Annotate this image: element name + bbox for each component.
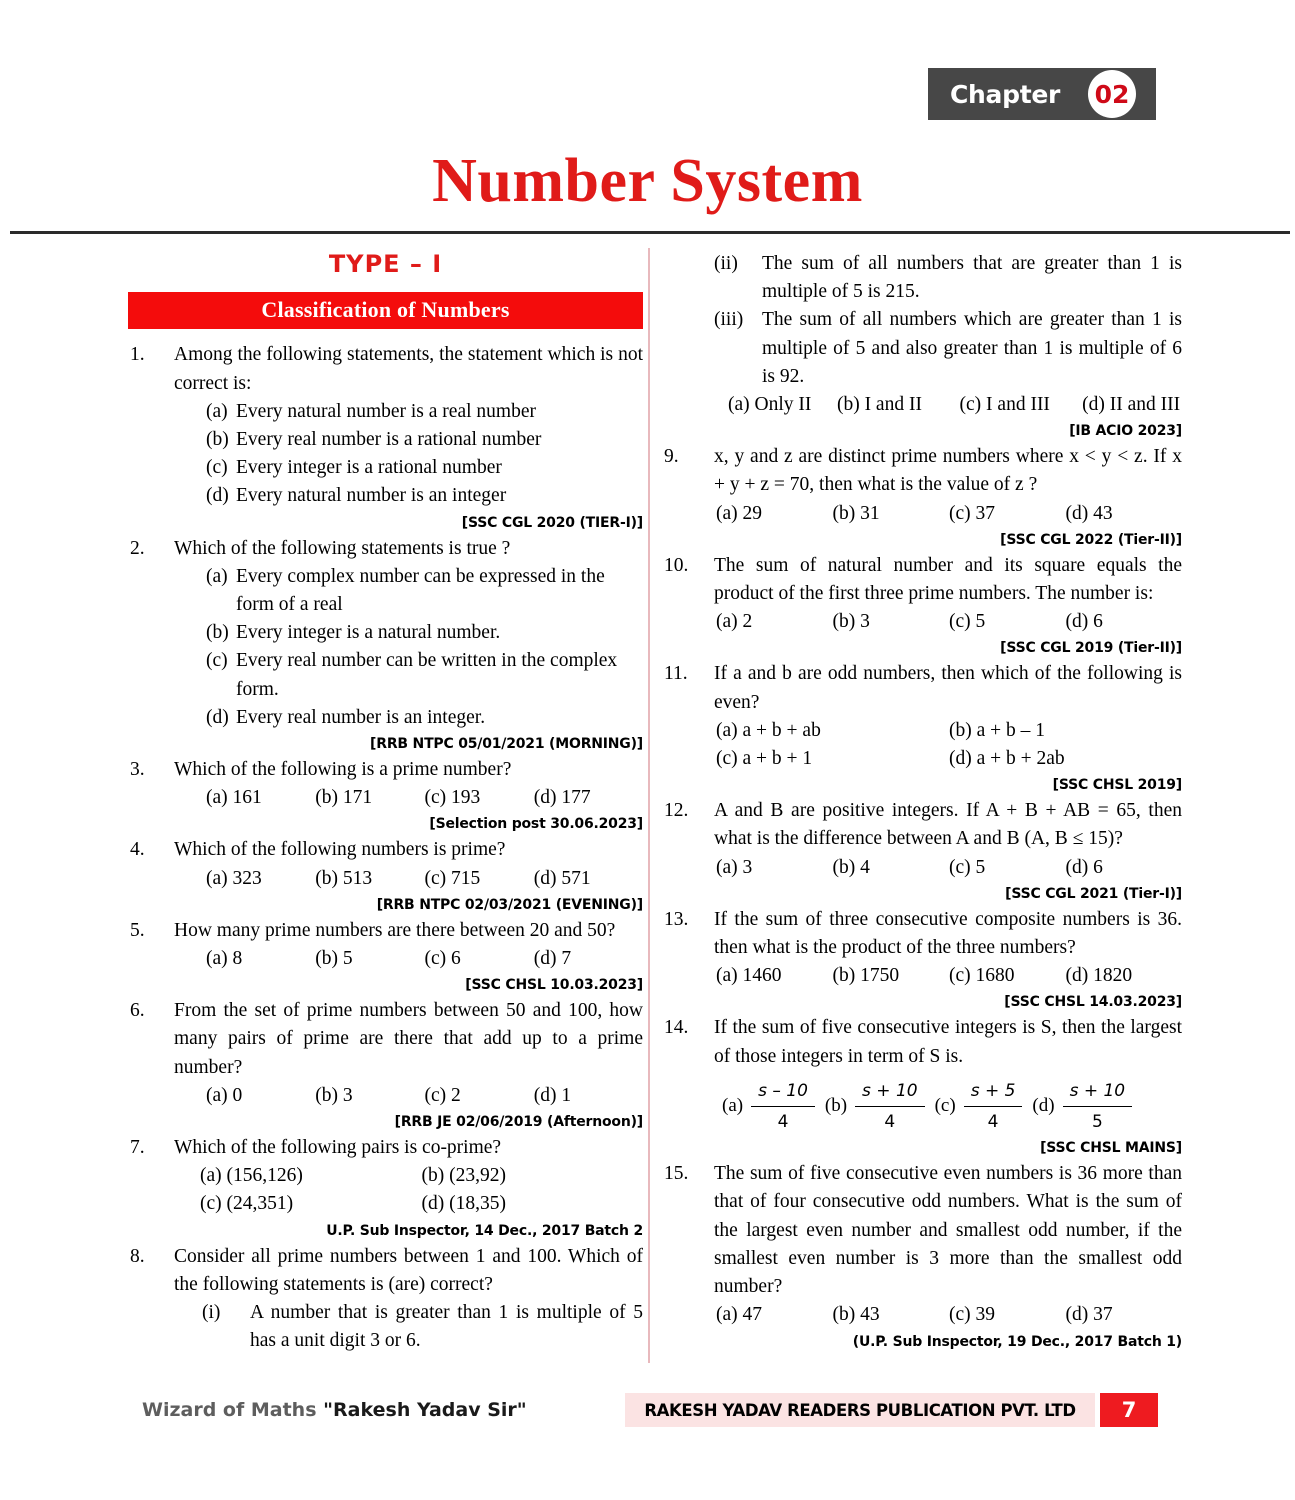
footer-publisher: RAKESH YADAV READERS PUBLICATION PVT. LTD: [625, 1393, 1095, 1427]
option-value: Every integer is a natural number.: [236, 622, 501, 644]
options-fraction-row: [714, 1077, 1182, 1136]
footer-tagline-secondary: "Rakesh Yadav Sir": [323, 1399, 527, 1421]
question-source: (U.P. Sub Inspector, 19 Dec., 2017 Batch 1): [852, 1333, 1182, 1350]
option-value: (d) a + b + 2ab: [949, 748, 1065, 770]
options-inline-row: [714, 608, 1182, 636]
option-value: Every integer is a rational number: [236, 457, 502, 479]
option-value: (b) 4: [832, 856, 870, 878]
question-number: 15.: [664, 1163, 689, 1185]
question-text: How many prime numbers are there between 20 and 50?: [174, 919, 616, 941]
option-value: (a) 29: [716, 502, 763, 524]
option-value: (c) 37: [949, 502, 996, 524]
option-value: (b) (23,92): [421, 1165, 506, 1187]
options-inline-row: [714, 962, 1182, 990]
option-value: (b) 1750: [832, 965, 900, 987]
option-label: (a): [206, 565, 228, 587]
type-heading: TYPE – I: [328, 250, 443, 278]
question-text: If the sum of five consecutive integers is S, then the largest of those integers in term of S is.: [714, 1017, 1182, 1067]
option-value: (b) 43: [832, 1304, 880, 1326]
options-inline-row: [714, 391, 1182, 419]
option-value: (d) 177: [533, 787, 591, 809]
option-value: (c) 193: [424, 787, 481, 809]
option-value: (c) a + b + 1: [716, 748, 813, 770]
option-value: (b) a + b – 1: [949, 719, 1046, 741]
question-item: [662, 1014, 1182, 1160]
option-fraction: [825, 1077, 925, 1136]
fraction-numerator: s + 5: [964, 1077, 1023, 1107]
question-text: Which of the following statements is true ?: [174, 537, 511, 559]
option-value: (a) 1460: [716, 965, 782, 987]
option-fraction: [722, 1077, 815, 1136]
sub-statement-text: The sum of all numbers that are greater than 1 is multiple of 5 is 215.: [762, 253, 1182, 303]
sub-statement-text: The sum of all numbers which are greater than 1 is multiple of 5 and also greater than 1 is multiple of 6 is 92.: [762, 309, 1182, 387]
option-value: (c) 39: [949, 1304, 996, 1326]
question-source: [SSC CGL 2021 (Tier-I)]: [1005, 885, 1182, 902]
fraction-numerator: s + 10: [1063, 1077, 1133, 1107]
question-item: [662, 797, 1182, 906]
question-item: [662, 552, 1182, 661]
option-value: (b) 513: [315, 867, 373, 889]
question-source: [RRB NTPC 02/03/2021 (EVENING)]: [376, 896, 643, 913]
sub-statement-number: (i): [202, 1302, 221, 1324]
question-number: 13.: [664, 908, 689, 930]
option-value: (a) 161: [206, 787, 262, 809]
option-label: (c): [934, 1095, 956, 1117]
question-item: [128, 341, 643, 534]
option-value: (b) 3: [832, 611, 870, 633]
question-number: 10.: [664, 554, 689, 576]
option-value: (b) 5: [315, 948, 353, 970]
sub-statement-number: (iii): [714, 309, 744, 331]
options-inline-row: [714, 854, 1182, 882]
option-row: [174, 619, 643, 647]
options-inline-row: [714, 1301, 1182, 1329]
option-value: (d) 571: [533, 867, 591, 889]
fraction-denominator: 4: [884, 1112, 896, 1133]
question-text: A and B are positive integers. If A + B + AB = 65, then what is the difference between A and B (A, B ≤ 15)?: [714, 800, 1182, 850]
option-value: (a) (156,126): [200, 1165, 303, 1187]
option-value: (d) 6: [1065, 856, 1103, 878]
fraction-denominator: 5: [1091, 1112, 1103, 1133]
fraction: [855, 1077, 925, 1136]
option-fraction: [935, 1077, 1023, 1136]
title-divider-rule: [10, 231, 1290, 234]
sub-statement-number: (ii): [714, 253, 738, 274]
question-number: 14.: [664, 1017, 689, 1039]
question-number: 9.: [664, 446, 679, 468]
right-column: [662, 250, 1182, 1354]
option-fraction: [1032, 1077, 1132, 1136]
question-text: Which of the following is a prime number?: [174, 759, 512, 781]
option-value: (b) 3: [315, 1084, 353, 1106]
footer-tagline-primary: Wizard of Maths: [142, 1399, 317, 1421]
option-value: (d) 37: [1065, 1304, 1113, 1326]
option-label: (a): [206, 400, 228, 422]
question-item: [662, 443, 1182, 552]
option-label: (c): [206, 457, 228, 479]
fraction-numerator: s + 10: [855, 1077, 925, 1107]
option-value: (b) 31: [832, 502, 880, 524]
column-divider: [648, 248, 650, 1363]
question-text: If a and b are odd numbers, then which of the following is even?: [714, 663, 1182, 713]
question-source: [SSC CHSL 2019]: [1052, 777, 1182, 794]
option-value: (d) 1: [533, 1084, 572, 1106]
option-value: (b) I and II: [836, 394, 922, 416]
question-item: [662, 660, 1182, 797]
option-value: Every real number is a rational number: [236, 429, 542, 451]
question-source: U.P. Sub Inspector, 14 Dec., 2017 Batch 2: [326, 1222, 643, 1239]
fraction-denominator: 4: [777, 1112, 789, 1133]
sub-statement-row: [714, 306, 1182, 391]
sub-statement-row: [174, 1299, 643, 1355]
question-source: [SSC CHSL 14.03.2023]: [1004, 994, 1182, 1011]
option-value: (a) a + b + ab: [716, 719, 821, 741]
option-value: (a) 8: [206, 948, 243, 970]
chapter-label: Chapter: [950, 79, 1061, 109]
question-item: [128, 535, 643, 756]
option-value: (c) I and III: [959, 394, 1050, 416]
option-value: (c) 5: [949, 611, 986, 633]
option-value: (a) 323: [206, 867, 262, 889]
option-value: Every real number can be written in the complex form.: [236, 650, 618, 700]
option-value: Every natural number is an integer: [236, 485, 507, 507]
option-value: Every complex number can be expressed in the form of a real: [236, 565, 605, 616]
option-value: (c) 2: [424, 1084, 461, 1106]
question-number: 7.: [130, 1137, 145, 1159]
option-value: (d) (18,35): [421, 1193, 506, 1215]
question-item: [662, 906, 1182, 1015]
question-source: [Selection post 30.06.2023]: [429, 816, 643, 833]
question-number: 3.: [130, 759, 145, 781]
question-continuation: [662, 250, 1182, 443]
options-pair-row: [174, 1190, 643, 1218]
options-pair-row: [174, 1162, 643, 1190]
fraction: [1063, 1077, 1133, 1136]
options-inline-row: [714, 500, 1182, 528]
options-pair-row: [714, 745, 1182, 773]
option-row: [174, 454, 643, 482]
option-label: (b): [206, 429, 229, 451]
question-source: [SSC CHSL MAINS]: [1040, 1140, 1182, 1157]
chapter-number-badge: [1088, 70, 1136, 118]
sub-statement-text: A number that is greater than 1 is multiple of 5 has a unit digit 3 or 6.: [250, 1302, 643, 1352]
option-value: Every real number is an integer.: [236, 706, 486, 728]
question-number: 6.: [130, 1000, 145, 1022]
question-item: [128, 997, 643, 1134]
footer-page-number: 7: [1100, 1393, 1158, 1427]
option-row: [174, 704, 643, 732]
option-value: (c) 6: [424, 948, 461, 970]
option-row: [174, 426, 643, 454]
chapter-number: 02: [1094, 79, 1130, 109]
sub-statement-row: [714, 250, 1182, 306]
question-number: 5.: [130, 919, 145, 941]
option-label: (b): [824, 1095, 848, 1117]
question-item: [128, 836, 643, 916]
fraction: [751, 1077, 815, 1136]
option-value: (a) 3: [716, 856, 753, 878]
question-item: [662, 1160, 1182, 1353]
fraction-numerator: s – 10: [751, 1077, 815, 1107]
question-number: 8.: [130, 1245, 145, 1267]
question-source: [SSC CGL 2020 (TIER-I)]: [461, 514, 643, 531]
option-value: (d) 43: [1065, 502, 1113, 524]
question-source: [SSC CGL 2019 (Tier-II)]: [1000, 640, 1182, 657]
question-item: [128, 917, 643, 997]
question-source: [SSC CHSL 10.03.2023]: [465, 977, 643, 994]
option-value: (d) II and III: [1082, 394, 1181, 416]
fraction-denominator: 4: [987, 1112, 999, 1133]
question-number: 1.: [130, 344, 145, 366]
option-value: (d) 7: [533, 948, 572, 970]
fraction: [964, 1077, 1023, 1136]
question-text: If the sum of three consecutive composite numbers is 36. then what is the product of the three numbers?: [714, 908, 1182, 959]
option-value: (d) 1820: [1065, 965, 1133, 987]
option-value: (b) 171: [315, 787, 373, 809]
option-value: (a) 47: [716, 1304, 763, 1326]
question-source: [RRB NTPC 05/01/2021 (MORNING)]: [370, 736, 643, 753]
question-text: Consider all prime numbers between 1 and 100. Which of the following statements is (are) correct?: [174, 1245, 643, 1295]
option-value: Every natural number is a real number: [236, 400, 536, 422]
question-text: x, y and z are distinct prime numbers where x < y < z. If x + y + z = 70, then what is the value of z ?: [714, 446, 1182, 496]
page-title: Number System: [432, 147, 863, 215]
option-value: (c) 715: [424, 867, 481, 889]
options-pair-row: [714, 717, 1182, 745]
option-row: [174, 647, 643, 703]
options-inline-row: [174, 784, 643, 812]
question-number: 11.: [664, 663, 688, 685]
option-row: [174, 398, 643, 426]
question-source: [IB ACIO 2023]: [1069, 423, 1182, 440]
option-value: (c) 1680: [949, 965, 1015, 987]
question-item: [128, 1243, 643, 1356]
section-banner: Classification of Numbers: [128, 292, 643, 329]
option-value: (d) 6: [1065, 611, 1103, 633]
question-text: The sum of natural number and its square equals the product of the first three prime numbers. The number is:: [714, 554, 1182, 605]
option-value: (a) Only II: [728, 394, 812, 416]
question-text: From the set of prime numbers between 50 and 100, how many pairs of prime are there that add up to a prime number?: [174, 1000, 643, 1078]
footer-tagline: [142, 1399, 527, 1421]
question-text: Which of the following pairs is co-prime?: [174, 1137, 502, 1159]
question-source: [RRB JE 02/06/2019 (Afternoon)]: [394, 1114, 643, 1131]
question-text: Among the following statements, the statement which is not correct is:: [174, 344, 643, 394]
question-number: 4.: [130, 839, 145, 861]
question-item: [128, 756, 643, 836]
option-label: (b): [206, 622, 229, 644]
question-text: Which of the following numbers is prime?: [174, 839, 506, 861]
option-label: (c): [206, 650, 228, 672]
option-row: [174, 482, 643, 510]
question-item: [128, 1134, 643, 1243]
question-number: 12.: [664, 800, 689, 822]
option-value: (a) 2: [716, 611, 753, 633]
option-value: (a) 0: [206, 1084, 243, 1106]
options-inline-row: [174, 865, 643, 893]
option-value: (c) (24,351): [200, 1193, 294, 1215]
chapter-header-bar: [928, 68, 1156, 120]
option-label: (d): [206, 706, 229, 728]
question-number: 2.: [130, 537, 145, 559]
option-label: (d): [1032, 1095, 1055, 1117]
option-row: [174, 563, 643, 619]
question-text: The sum of five consecutive even numbers is 36 more than that of four consecutive odd numbers. What is the sum of the largest even number and smallest odd number, if the smallest even number is 3 more than the smallest odd number?: [714, 1163, 1182, 1298]
option-label: (d): [206, 485, 229, 507]
question-source: [SSC CGL 2022 (Tier-II)]: [1000, 531, 1182, 548]
options-inline-row: [174, 945, 643, 973]
option-label: (a): [722, 1095, 744, 1117]
option-value: (c) 5: [949, 856, 986, 878]
left-column: [128, 250, 643, 1356]
options-inline-row: [174, 1082, 643, 1110]
